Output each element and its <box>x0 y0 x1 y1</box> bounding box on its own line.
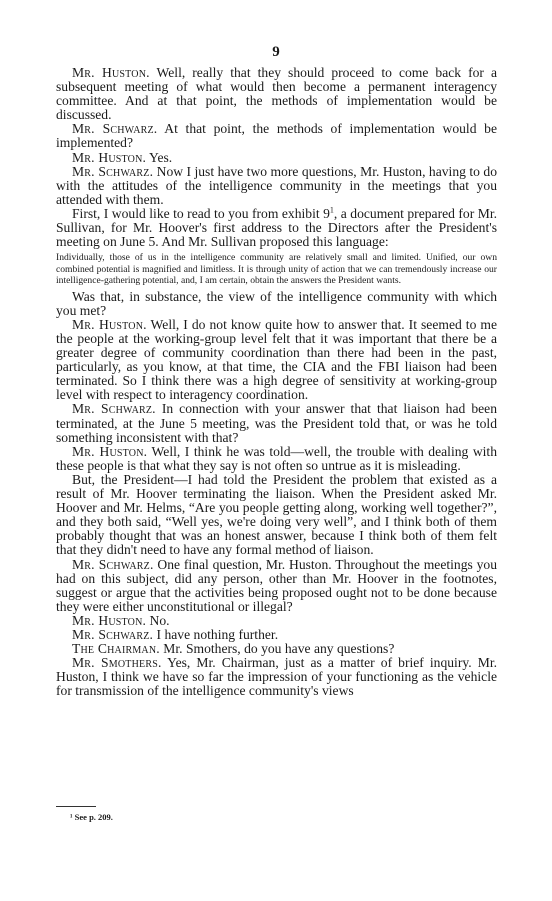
paragraph <box>56 473 497 558</box>
paragraph <box>56 628 497 642</box>
paragraph <box>56 558 497 614</box>
paragraph-text: At that point, the methods of implementation would be implemented? <box>56 121 497 151</box>
paragraph-text: I have nothing further. <box>153 626 279 642</box>
paragraph <box>56 614 497 628</box>
speaker-name: Mr. Schwarz. <box>72 121 158 137</box>
paragraph <box>56 290 497 318</box>
paragraph-text: Mr. Smothers, do you have any questions? <box>159 641 395 657</box>
transcript-body <box>56 66 497 698</box>
speaker-name: The Chairman. <box>72 641 160 657</box>
paragraph-text: No. <box>146 612 170 628</box>
paragraph <box>56 642 497 656</box>
paragraph-text: But, the President—I had told the President the problem that existed as a result of Mr. Hoover terminating the liaison. When the President asked Mr. Hoover and Mr. Helms, “Are you people getting along, working well together?”, and they both said, “Well yes, we're doing very well”, and I think both of them probably thought that was an honest answer, because I think both of them felt that they didn't need to have any formal method of liaison. <box>56 471 497 558</box>
paragraph <box>56 445 497 473</box>
speaker-name: Mr. Huston. <box>72 149 147 165</box>
paragraph-text: Well, really that they should proceed to come back for a subsequent meeting of what would then become a permanent interagency committee. And at that point, the methods of implementation would be discussed. <box>56 65 497 123</box>
page-number: 9 <box>272 44 280 60</box>
paragraph-text: , a document prepared for Mr. Sullivan, for Mr. Hoover's first address to the Directors after the President's meeting on June 5. And Mr. Sullivan proposed this language: <box>56 205 497 250</box>
paragraph-text: Well, I do not know quite how to answer that. It seemed to me the people at the working-group level felt that it was important that there be a greater degree of community coordination than there had been in the past, particularly, as you know, at that time, the CIA and the FBI liaison had been terminated. So I think there was a high degree of sensitivity at working-group level with respect to interagency coordination. <box>56 316 498 403</box>
paragraph <box>56 207 497 249</box>
footnote-marker: 1 <box>329 205 334 215</box>
speaker-name: Mr. Schwarz. <box>72 163 154 179</box>
speaker-name: Mr. Smothers. <box>72 655 162 671</box>
paragraph <box>56 151 497 165</box>
paragraph <box>56 66 497 122</box>
paragraph-text: Well, I think he was told—well, the trouble with dealing with these people is that what they say is not often so untrue as it is misleading. <box>56 443 498 473</box>
paragraph <box>56 656 497 698</box>
footnote: ¹ See p. 209. <box>70 812 113 822</box>
block-quote: Individually, those of us in the intelligence community are relatively small and limited. Unified, our own combined potential is magnified and limitless. It is through unity of action that we can tremendously increase our intelligence-gathering potential, and, I am certain, obtain the answers the President wants. <box>56 252 497 287</box>
paragraph <box>56 165 497 207</box>
speaker-name: Mr. Huston. <box>72 443 148 459</box>
speaker-name: Mr. Huston. <box>72 316 147 332</box>
paragraph <box>56 318 497 403</box>
paragraph <box>56 122 497 150</box>
speaker-name: Mr. Schwarz. <box>72 401 156 417</box>
speaker-name: Mr. Huston. <box>72 65 150 80</box>
paragraph-text: First, I would like to read to you from exhibit 9 <box>72 205 330 221</box>
paragraph-text: One final question, Mr. Huston. Throughout the meetings you had on this subject, did any person, other than Mr. Hoover in the footnotes, suggest or argue that the activities being proposed ought not to be done because they were either unconstitutional or illegal? <box>56 556 498 614</box>
paragraph-text: In connection with your answer that that liaison had been terminated, at the June 5 meeting, was the President told that, or was he told something inconsistent with that? <box>56 401 497 445</box>
paragraph <box>56 402 497 444</box>
footnote-divider <box>56 806 96 807</box>
speaker-name: Mr. Schwarz. <box>72 556 154 572</box>
paragraph-text: Now I just have two more questions, Mr. Huston, having to do with the attitudes of the intelligence community in the meetings that you attended with them. <box>56 163 497 207</box>
paragraph-text: Was that, in substance, the view of the intelligence community with which you met? <box>56 288 497 318</box>
speaker-name: Mr. Huston. <box>72 612 147 628</box>
paragraph-text: Yes. <box>146 149 173 165</box>
speaker-name: Mr. Schwarz. <box>72 626 154 642</box>
paragraph-text: Yes, Mr. Chairman, just as a matter of brief inquiry. Mr. Huston, I think we have so far the impression of your functioning as the vehicle for transmission of the intelligence community's views <box>56 655 497 699</box>
